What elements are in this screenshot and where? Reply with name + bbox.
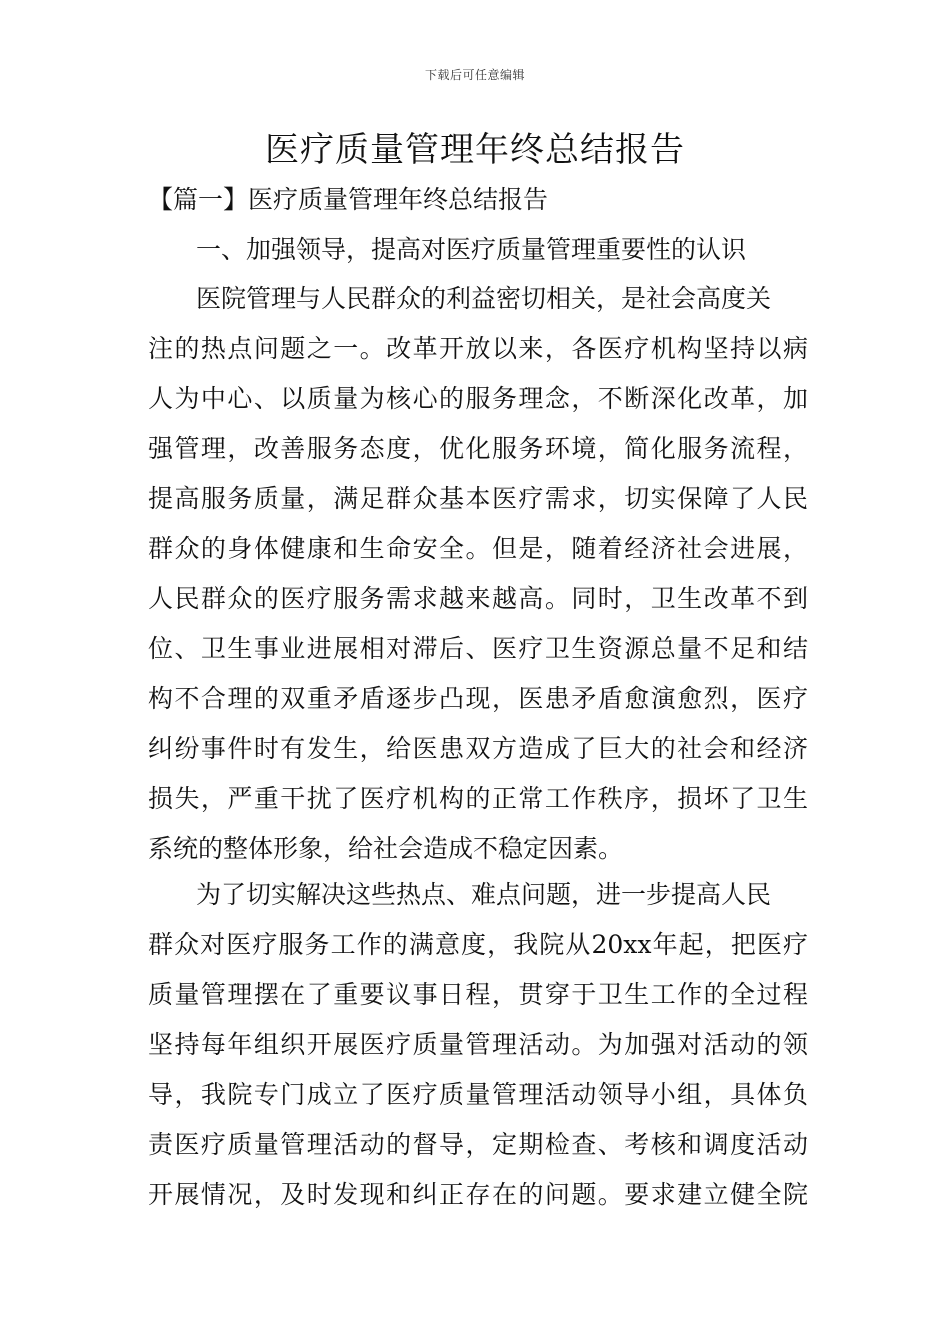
- paragraph-line: 纠纷事件时有发生，给医患双方造成了巨大的社会和经济: [148, 734, 808, 763]
- paragraph-line: 系统的整体形象，给社会造成不稳定因素。: [148, 834, 624, 863]
- header-note: 下载后可任意编辑: [424, 68, 525, 82]
- paragraph-line: 责医疗质量管理活动的督导，定期检查、考核和调度活动: [148, 1130, 808, 1159]
- paragraph-line: 位、卫生事业进展相对滞后、医疗卫生资源总量不足和结: [148, 634, 808, 663]
- paragraph-line: 提高服务质量，满足群众基本医疗需求，切实保障了人民: [148, 484, 808, 513]
- paragraph-line: 构不合理的双重矛盾逐步凸现，医患矛盾愈演愈烈，医疗: [148, 684, 808, 713]
- paragraph-line: 群众的身体健康和生命安全。但是，随着经济社会进展，: [148, 534, 808, 563]
- page-title: 医疗质量管理年终总结报告: [265, 130, 685, 170]
- subheading: 一、加强领导，提高对医疗质量管理重要性的认识: [196, 235, 747, 264]
- paragraph-2: [148, 870, 808, 1220]
- paragraph-line: 医院管理与人民群众的利益密切相关，是社会高度关: [196, 284, 772, 313]
- paragraph-line: 开展情况，及时发现和纠正存在的问题。要求建立健全院: [148, 1180, 808, 1209]
- paragraph-line: 坚持每年组织开展医疗质量管理活动。为加强对活动的领: [148, 1030, 808, 1059]
- section-heading: 【篇一】医疗质量管理年终总结报告: [148, 185, 549, 214]
- paragraph-line: 人民群众的医疗服务需求越来越高。同时，卫生改革不到: [148, 584, 808, 613]
- paragraph-line: 质量管理摆在了重要议事日程，贯穿于卫生工作的全过程: [148, 980, 808, 1009]
- paragraph-line: 强管理，改善服务态度，优化服务环境，简化服务流程，: [148, 434, 808, 463]
- paragraph-line: 群众对医疗服务工作的满意度，我院从20xx年起，把医疗: [148, 930, 808, 959]
- paragraph-line: 损失，严重干扰了医疗机构的正常工作秩序，损坏了卫生: [148, 784, 808, 813]
- paragraph-1: [148, 274, 808, 874]
- paragraph-line: 为了切实解决这些热点、难点问题，进一步提高人民: [196, 880, 772, 909]
- paragraph-line: 人为中心、以质量为核心的服务理念，不断深化改革，加: [148, 384, 808, 413]
- paragraph-line: 注的热点问题之一。改革开放以来，各医疗机构坚持以病: [148, 334, 808, 363]
- paragraph-line: 导，我院专门成立了医疗质量管理活动领导小组，具体负: [148, 1080, 808, 1109]
